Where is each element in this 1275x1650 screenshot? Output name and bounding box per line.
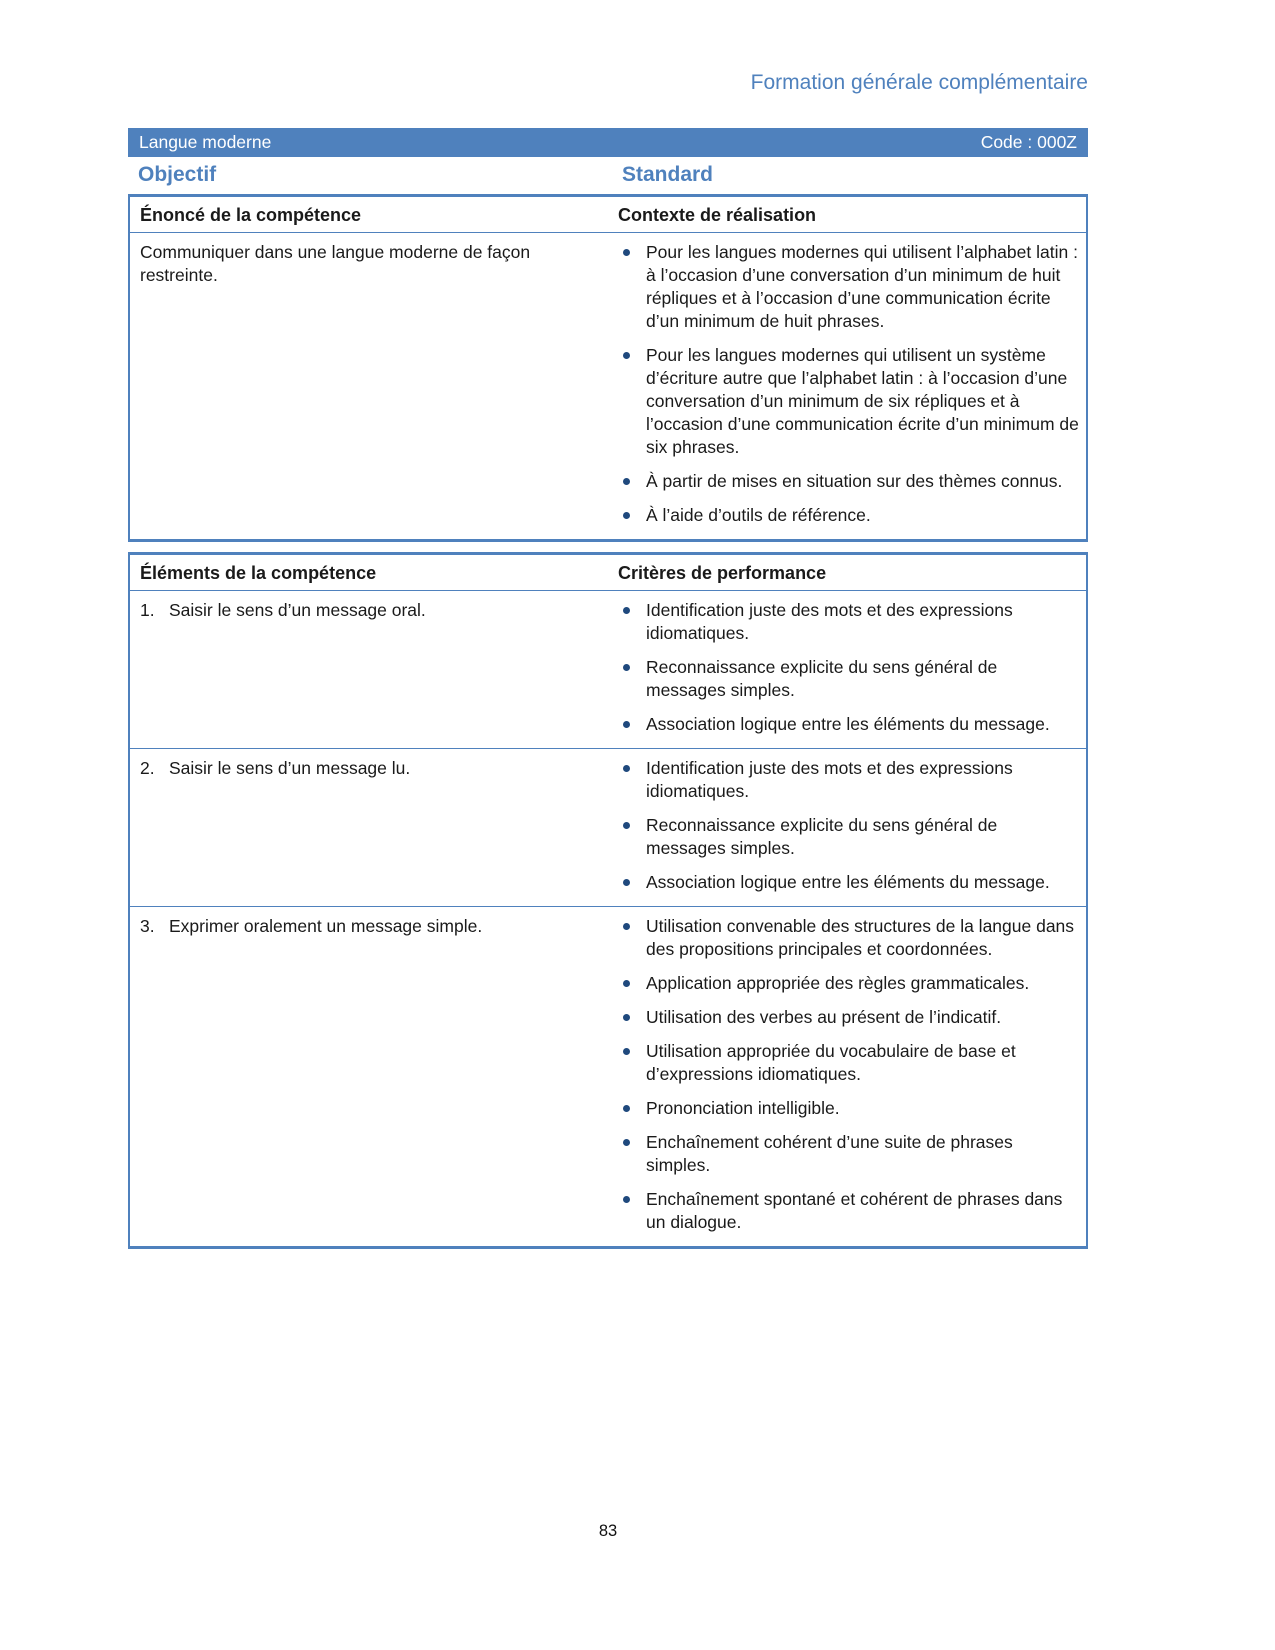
criteria-cell xyxy=(608,749,1086,906)
element-cell xyxy=(130,907,608,1246)
item-number: 2. xyxy=(140,758,155,778)
title-bar xyxy=(128,128,1088,157)
contexte-bullet-list xyxy=(618,241,1080,527)
item-number: 1. xyxy=(140,600,155,620)
bullet-icon xyxy=(623,664,630,671)
list-item: Application appropriée des règles grammaticales. xyxy=(618,972,1080,995)
bullet-icon xyxy=(623,1105,630,1112)
bullet-icon xyxy=(623,822,630,829)
bullet-icon xyxy=(623,765,630,772)
objectif-standard-table xyxy=(128,194,1088,542)
criteria-bullet-list xyxy=(618,599,1080,736)
table1-header-row xyxy=(130,197,1086,233)
bullet-icon xyxy=(623,1048,630,1055)
column-titles xyxy=(128,160,1088,190)
bullet-icon xyxy=(623,352,630,359)
elements-criteres-table xyxy=(128,552,1088,1249)
course-code: Code : 000Z xyxy=(980,132,1077,152)
list-item: Utilisation des verbes au présent de l’indicatif. xyxy=(618,1006,1080,1029)
table-row xyxy=(130,906,1086,1246)
bullet-icon xyxy=(623,512,630,519)
criteria-cell xyxy=(608,907,1086,1246)
numbered-item xyxy=(140,915,578,938)
content-area xyxy=(128,0,1088,1249)
list-item: Utilisation convenable des structures de la langue dans des propositions principales et coordonnées. xyxy=(618,915,1080,961)
list-item: À l’aide d’outils de référence. xyxy=(618,504,1080,527)
table-row xyxy=(130,748,1086,906)
list-item: Pour les langues modernes qui utilisent l’alphabet latin : à l’occasion d’une conversation d’un minimum de huit répliques et à l’occasion d’une communication écrite d’un minimum de huit phrases. xyxy=(618,241,1080,333)
criteria-bullet-list xyxy=(618,757,1080,894)
item-number: 3. xyxy=(140,916,155,936)
numbered-item xyxy=(140,757,578,780)
list-item: Identification juste des mots et des expressions idiomatiques. xyxy=(618,757,1080,803)
header-enonce-competence: Énoncé de la compétence xyxy=(140,205,362,225)
list-item: Association logique entre les éléments du message. xyxy=(618,871,1080,894)
bullet-icon xyxy=(623,1014,630,1021)
course-title: Langue moderne xyxy=(139,132,272,152)
list-item: Association logique entre les éléments du message. xyxy=(618,713,1080,736)
bullet-icon xyxy=(623,923,630,930)
criteria-cell xyxy=(608,591,1086,748)
list-item: Utilisation appropriée du vocabulaire de base et d’expressions idiomatiques. xyxy=(618,1040,1080,1086)
bullet-icon xyxy=(623,1139,630,1146)
header-criteres-performance: Critères de performance xyxy=(618,563,827,583)
item-text: Saisir le sens d’un message oral. xyxy=(169,600,426,620)
list-item: Prononciation intelligible. xyxy=(618,1097,1080,1120)
bullet-icon xyxy=(623,721,630,728)
list-item: Reconnaissance explicite du sens général de messages simples. xyxy=(618,814,1080,860)
list-item: Pour les langues modernes qui utilisent un système d’écriture autre que l’alphabet latin : à l’occasion d’une conversation d’un minimum de six répliques et à l’occasion d’une communication écrite d’un minimum de six phrases. xyxy=(618,344,1080,459)
element-cell xyxy=(130,591,608,748)
standard-heading: Standard xyxy=(622,163,714,186)
table1-content-row xyxy=(130,233,1086,539)
element-cell xyxy=(130,749,608,906)
list-item: Reconnaissance explicite du sens général de messages simples. xyxy=(618,656,1080,702)
bullet-icon xyxy=(623,478,630,485)
bullet-icon xyxy=(623,980,630,987)
table2-header-row xyxy=(130,555,1086,591)
running-header: Formation générale complémentaire xyxy=(750,71,1088,94)
list-item: Enchaînement cohérent d’une suite de phrases simples. xyxy=(618,1131,1080,1177)
objectif-heading: Objectif xyxy=(138,163,217,186)
enonce-text: Communiquer dans une langue moderne de façon restreinte. xyxy=(140,242,531,285)
item-text: Exprimer oralement un message simple. xyxy=(169,916,483,936)
numbered-item xyxy=(140,599,578,622)
list-item: Identification juste des mots et des expressions idiomatiques. xyxy=(618,599,1080,645)
header-elements-competence: Éléments de la compétence xyxy=(140,563,377,583)
item-text: Saisir le sens d’un message lu. xyxy=(169,758,411,778)
table-row xyxy=(130,591,1086,748)
bullet-icon xyxy=(623,879,630,886)
list-item: Enchaînement spontané et cohérent de phrases dans un dialogue. xyxy=(618,1188,1080,1234)
bullet-icon xyxy=(623,249,630,256)
list-item: À partir de mises en situation sur des thèmes connus. xyxy=(618,470,1080,493)
header-contexte-realisation: Contexte de réalisation xyxy=(618,205,817,225)
criteria-bullet-list xyxy=(618,915,1080,1234)
bullet-icon xyxy=(623,607,630,614)
bullet-icon xyxy=(623,1196,630,1203)
contexte-cell xyxy=(608,233,1086,539)
page-number: 83 xyxy=(598,1522,618,1540)
